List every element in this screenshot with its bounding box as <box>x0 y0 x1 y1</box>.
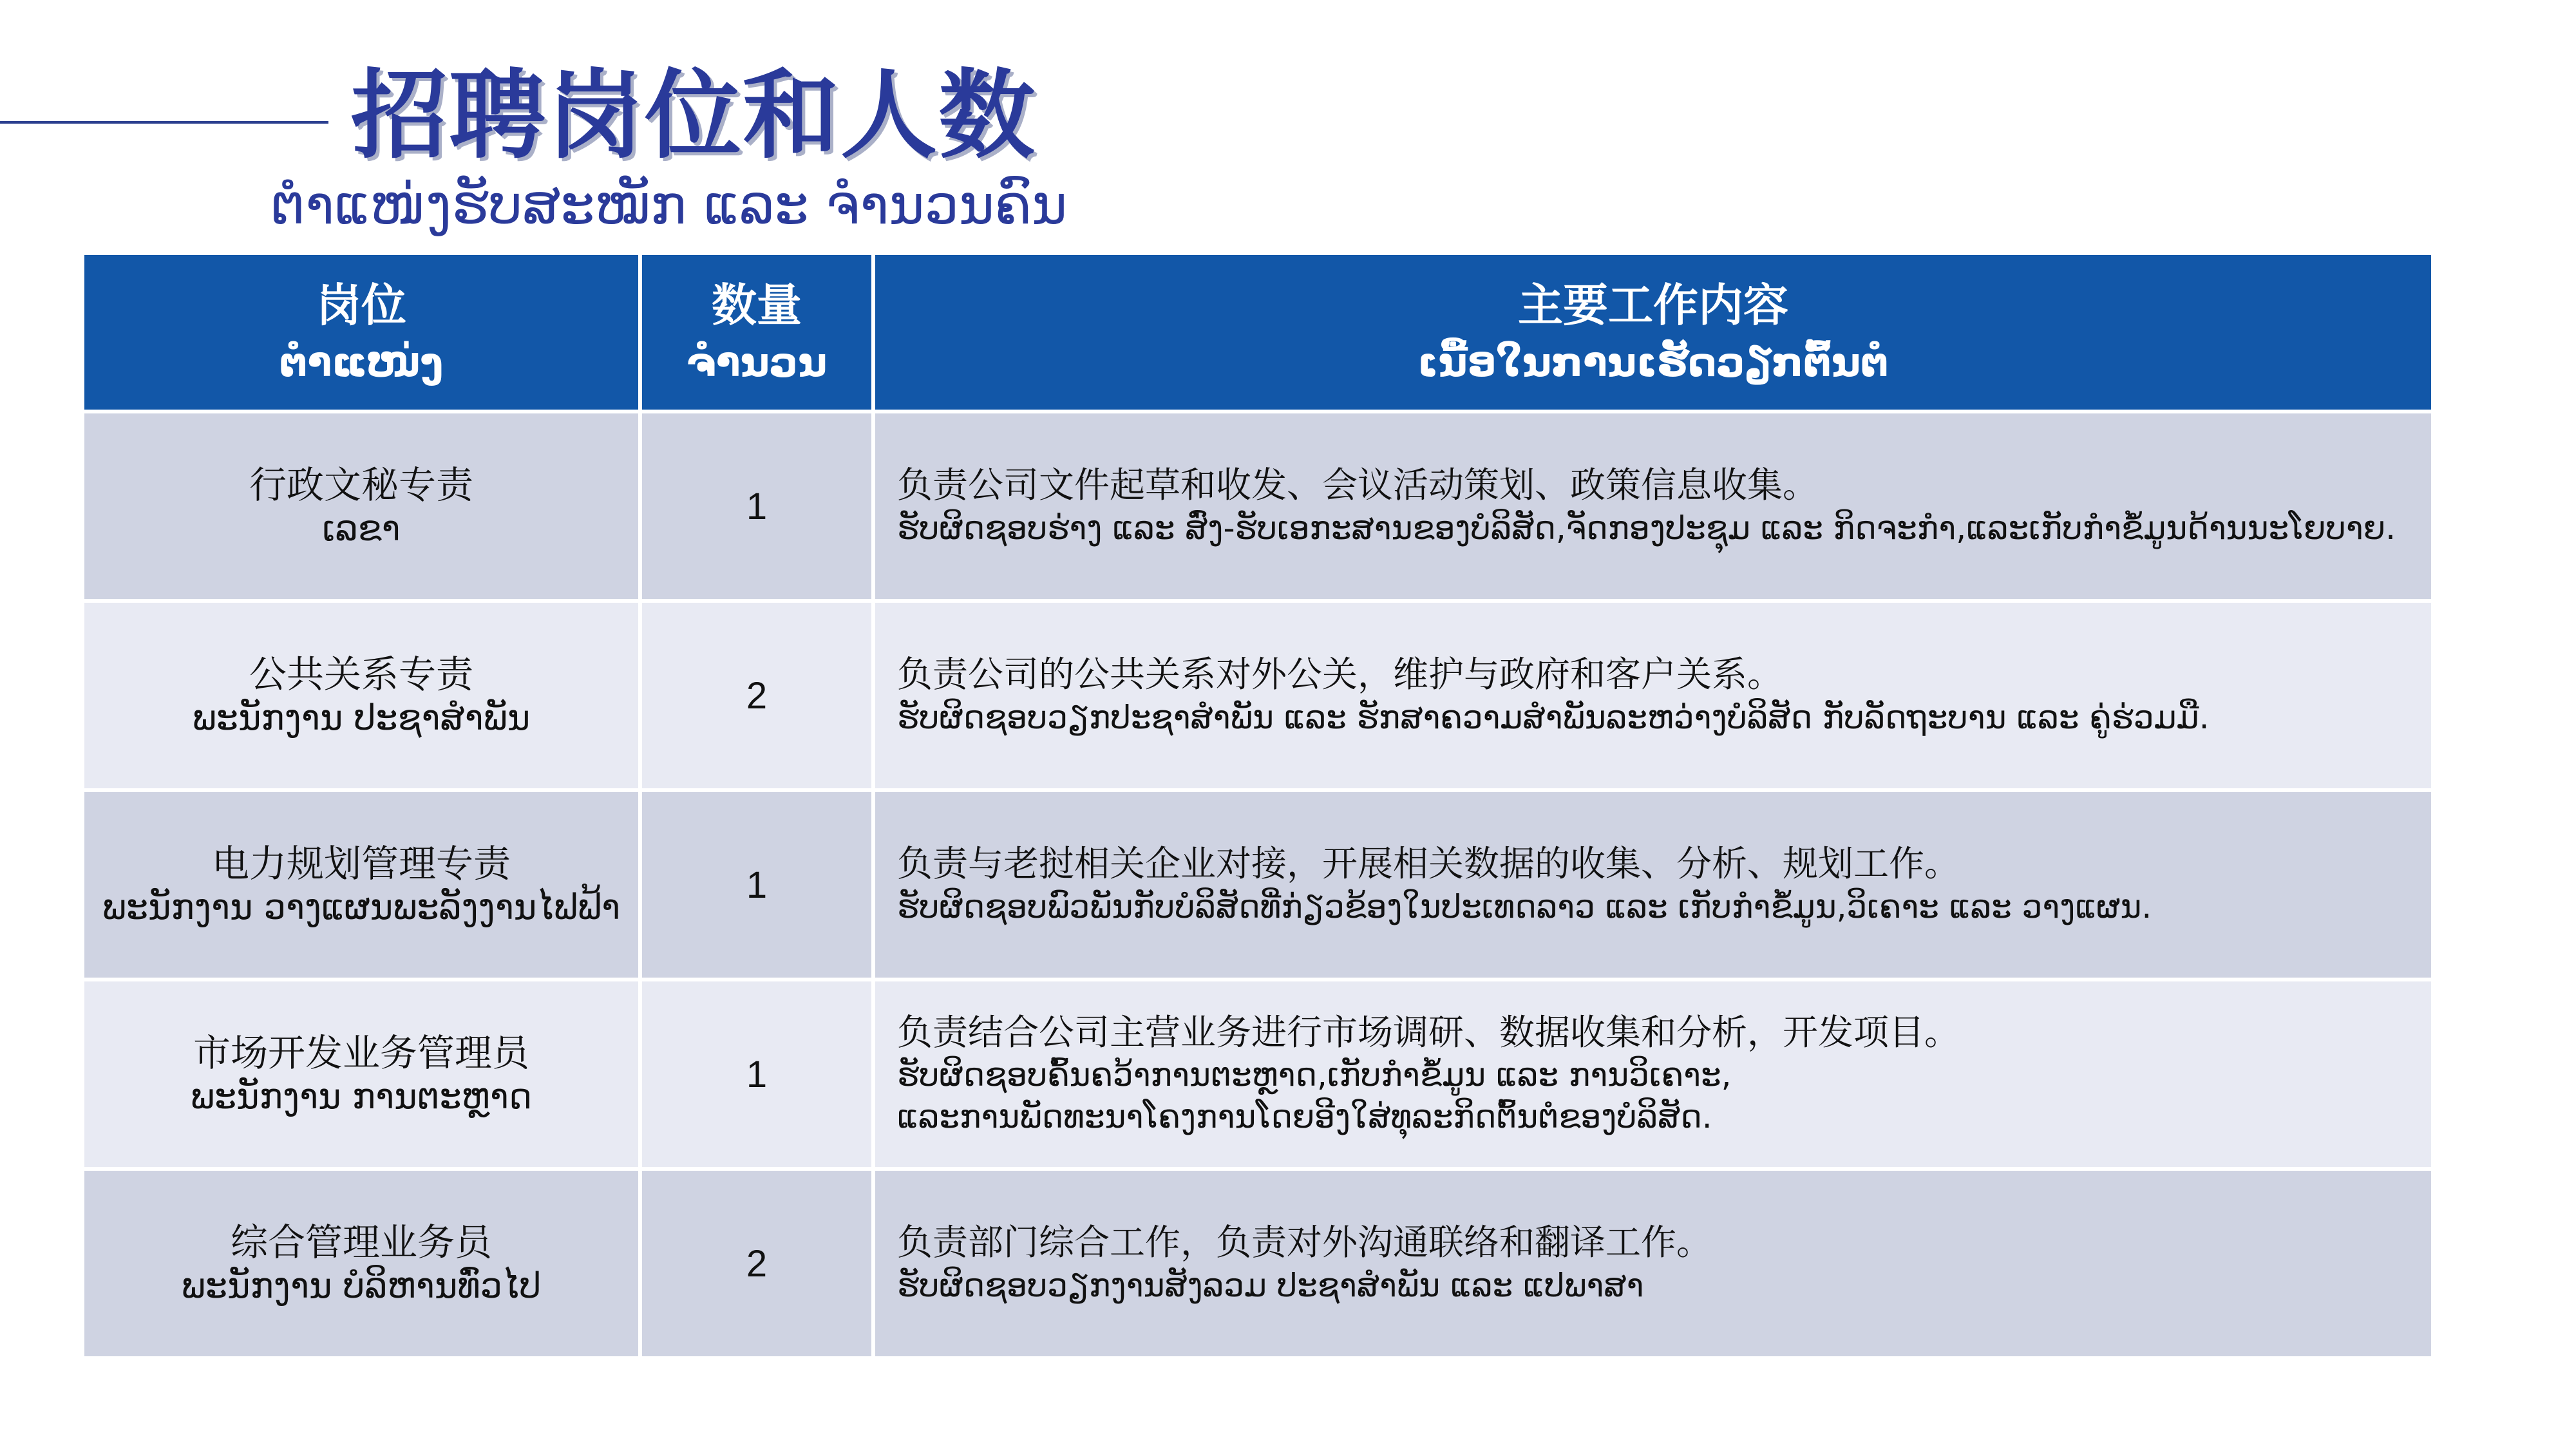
position-name-cn: 公共关系专责 <box>249 652 473 696</box>
table-row <box>82 790 2433 980</box>
position-cell <box>82 412 640 601</box>
position-cell <box>82 601 640 790</box>
table-row <box>82 980 2433 1169</box>
duties-cell <box>873 412 2433 601</box>
position-name-cn: 市场开发业务管理员 <box>193 1030 529 1075</box>
duties-lo-line: ຮັບຜິດຊອບວຽກປະຊາສຳພັນ ແລະ ຮັກສາຄວາມສຳພັນລະຫວ່າງບໍລິສັດ ກັບລັດຖະບານ ແລະ ຄູ່ຮ່ວມມື. <box>897 698 2210 736</box>
duties-lo-line: ຮັບຜິດຊອບຮ່າງ ແລະ ສົ່ງ-ຮັບເອກະສານຂອງບໍລິສັດ,ຈັດກອງປະຊຸມ ແລະ ກິດຈະກຳ,ແລະເກັບກຳຂໍ້ມູນດ້ານນະໂຍບາຍ. <box>897 509 2396 547</box>
duties-lo-line: ແລະການພັດທະນາໂຄງການໂດຍອີງໃສ່ທຸລະກິດຕົ້ນຕໍຂອງບໍລິສັດ. <box>897 1098 1712 1136</box>
duties-cn: 负责部门综合工作，负责对外沟通联络和翻译工作。 <box>897 1222 1712 1264</box>
position-name-lo: ພະນັກງານ ບໍລິຫານທົ່ວໄປ <box>181 1265 542 1307</box>
header-position <box>82 253 640 412</box>
headcount-cell: 2 <box>640 1169 873 1358</box>
position-cell <box>82 1169 640 1358</box>
position-name-lo: ພະນັກງານ ປະຊາສຳພັນ <box>192 697 531 739</box>
duties-cell <box>873 601 2433 790</box>
header-duties-cn: 主要工作内容 <box>1518 278 1788 332</box>
recruitment-table <box>80 251 2435 1360</box>
header-duties-lo: ເນື້ອໃນການເຮັດວຽກຕົ້ນຕໍ <box>1417 339 1889 386</box>
duties-cell <box>873 980 2433 1169</box>
headcount-cell: 1 <box>640 790 873 980</box>
duties-cell <box>873 790 2433 980</box>
duties-cn: 负责公司文件起草和收发、会议活动策划、政策信息收集。 <box>897 464 1819 506</box>
duties-lo-line: ຮັບຜິດຊອບຄົ້ນຄວ້າການຕະຫຼາດ,ເກັບກຳຂໍ້ມູນ ແລະ ການວິເຄາະ, <box>897 1056 1732 1094</box>
headcount-cell: 1 <box>640 980 873 1169</box>
duties-cn: 负责结合公司主营业务进行市场调研、数据收集和分析，开发项目。 <box>897 1011 1960 1053</box>
header-count-cn: 数量 <box>712 278 802 332</box>
duties-cn: 负责公司的公共关系对外公关，维护与政府和客户关系。 <box>897 654 1783 696</box>
duties-lo-line: ຮັບຜິດຊອບວຽກງານສັງລວມ ປະຊາສຳພັນ ແລະ ແປພາສາ <box>897 1266 1644 1304</box>
table-row <box>82 1169 2433 1358</box>
header-count <box>640 253 873 412</box>
position-cell <box>82 980 640 1169</box>
position-name-lo: ພະນັກງານ ການຕະຫຼາດ <box>190 1076 533 1117</box>
header-position-cn: 岗位 <box>316 278 406 332</box>
position-name-cn: 电力规划管理专责 <box>211 841 511 886</box>
position-name-lo: ພະນັກງານ ວາງແຜນພະລັງງານໄຟຟ້າ <box>102 887 621 928</box>
table-body <box>82 412 2433 1358</box>
title-rule-line <box>0 121 328 124</box>
table-header <box>82 253 2433 412</box>
position-name-lo: ເລຂາ <box>322 508 401 549</box>
table-row <box>82 412 2433 601</box>
position-cell <box>82 790 640 980</box>
header-duties <box>873 253 2433 412</box>
table-row <box>82 601 2433 790</box>
duties-cn: 负责与老挝相关企业对接，开展相关数据的收集、分析、规划工作。 <box>897 843 1960 885</box>
header-position-lo: ຕຳແໜ່ງ <box>279 339 444 386</box>
position-name-cn: 行政文秘专责 <box>249 462 473 507</box>
page-title: 招聘岗位和人数 <box>351 60 1037 172</box>
page-subtitle-lao: ຕຳແໜ່ງຮັບສະໝັກ ແລະ ຈຳນວນຄົນ <box>270 173 1068 236</box>
headcount-cell: 2 <box>640 601 873 790</box>
position-name-cn: 综合管理业务员 <box>230 1220 492 1264</box>
header-row <box>82 253 2433 412</box>
header-count-lo: ຈຳນວນ <box>686 339 828 386</box>
duties-lo-line: ຮັບຜິດຊອບພົວພັນກັບບໍລິສັດທີ່ກ່ຽວຂ້ອງໃນປະເທດລາວ ແລະ ເກັບກຳຂໍ້ມູນ,ວິເຄາະ ແລະ ວາງແຜນ. <box>897 887 2152 925</box>
duties-cell <box>873 1169 2433 1358</box>
headcount-cell: 1 <box>640 412 873 601</box>
